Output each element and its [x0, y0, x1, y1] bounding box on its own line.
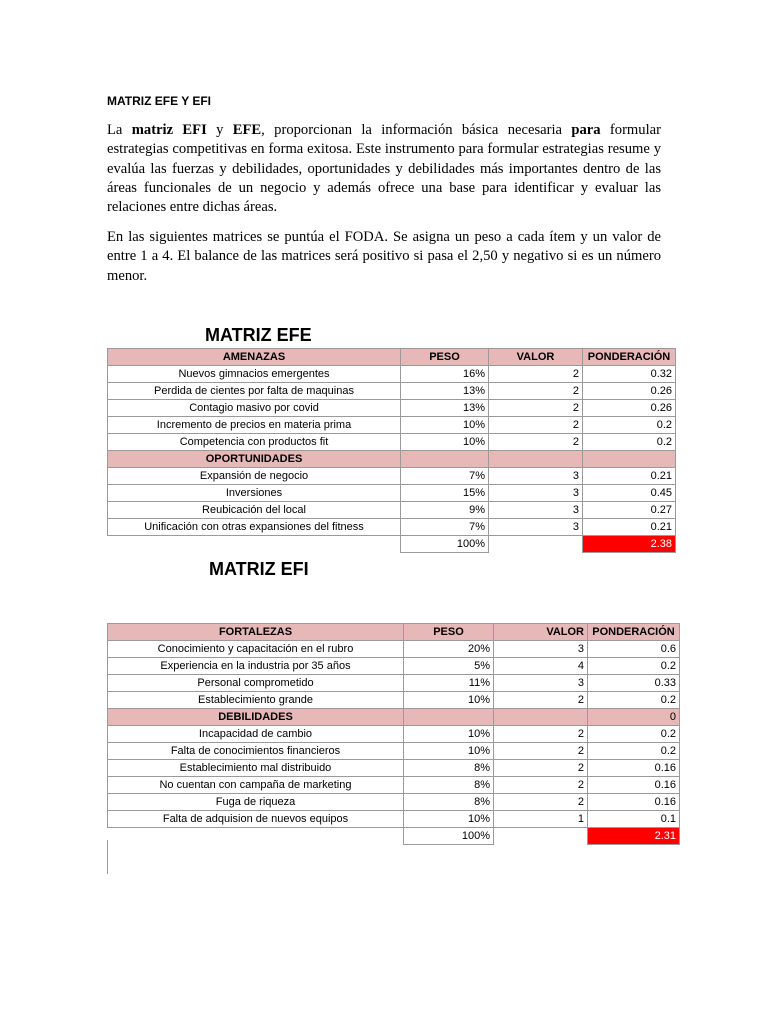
section-label: DEBILIDADES [108, 709, 404, 726]
total-spacer [494, 828, 588, 845]
valor-cell: 3 [494, 641, 588, 658]
ponderacion-cell: 0.26 [583, 383, 676, 400]
header-valor: VALOR [494, 624, 588, 641]
peso-cell: 10% [401, 434, 489, 451]
valor-cell: 4 [494, 658, 588, 675]
table-row [108, 468, 676, 485]
section-empty [489, 451, 583, 468]
total-peso: 100% [401, 536, 489, 553]
valor-cell: 2 [494, 794, 588, 811]
intro-paragraph-2: En las siguientes matrices se puntúa el FODA. Se asigna un peso a cada ítem y un valor de entre 1 a 4. El balance de las matrices será positivo si pasa el 2,50 y negativo si es un número menor. [107, 229, 661, 284]
efe-table [107, 348, 676, 553]
valor-cell: 2 [489, 434, 583, 451]
section-empty [401, 451, 489, 468]
section-row [108, 709, 680, 726]
peso-cell: 7% [401, 519, 489, 536]
table-row [108, 743, 680, 760]
table-row [108, 726, 680, 743]
factor-cell: Inversiones [108, 485, 401, 502]
ponderacion-cell: 0.32 [583, 366, 676, 383]
header-ponderacion: PONDERACIÓN [583, 349, 676, 366]
factor-cell: Fuga de riqueza [108, 794, 404, 811]
factor-cell: Incremento de precios en materia prima [108, 417, 401, 434]
efi-table [107, 623, 680, 845]
peso-cell: 11% [404, 675, 494, 692]
table-row [108, 366, 676, 383]
ponderacion-cell: 0.16 [588, 794, 680, 811]
factor-cell: Personal comprometido [108, 675, 404, 692]
page-heading: MATRIZ EFE Y EFI [107, 94, 212, 108]
section-empty [494, 709, 588, 726]
peso-cell: 5% [404, 658, 494, 675]
ponderacion-cell: 0.21 [583, 468, 676, 485]
factor-cell: Unificación con otras expansiones del fitness [108, 519, 401, 536]
factor-cell: Reubicación del local [108, 502, 401, 519]
valor-cell: 2 [494, 743, 588, 760]
ponderacion-cell: 0.27 [583, 502, 676, 519]
peso-cell: 10% [404, 726, 494, 743]
table-row [108, 502, 676, 519]
peso-cell: 15% [401, 485, 489, 502]
valor-cell: 2 [494, 692, 588, 709]
table-row [108, 485, 676, 502]
table-row [108, 434, 676, 451]
valor-cell: 2 [494, 726, 588, 743]
section-row [108, 451, 676, 468]
ponderacion-cell: 0.33 [588, 675, 680, 692]
efe-title: MATRIZ EFE [205, 325, 312, 345]
peso-cell: 13% [401, 400, 489, 417]
valor-cell: 2 [489, 366, 583, 383]
section-empty [404, 709, 494, 726]
peso-cell: 10% [404, 692, 494, 709]
ponderacion-cell: 0.16 [588, 760, 680, 777]
valor-cell: 2 [489, 417, 583, 434]
peso-cell: 9% [401, 502, 489, 519]
factor-cell: Falta de adquision de nuevos equipos [108, 811, 404, 828]
efi-left-border [107, 840, 108, 874]
header-factor: FORTALEZAS [108, 624, 404, 641]
header-peso: PESO [404, 624, 494, 641]
ponderacion-cell: 0.26 [583, 400, 676, 417]
table-row [108, 692, 680, 709]
factor-cell: Establecimiento mal distribuido [108, 760, 404, 777]
total-row [108, 828, 680, 845]
total-spacer [489, 536, 583, 553]
valor-cell: 1 [494, 811, 588, 828]
valor-cell: 3 [489, 485, 583, 502]
total-row [108, 536, 676, 553]
peso-cell: 10% [404, 811, 494, 828]
valor-cell: 3 [489, 502, 583, 519]
table-row [108, 811, 680, 828]
ponderacion-cell: 0.2 [588, 658, 680, 675]
valor-cell: 3 [489, 468, 583, 485]
factor-cell: Incapacidad de cambio [108, 726, 404, 743]
total-ponderacion: 2.31 [588, 828, 680, 845]
peso-cell: 20% [404, 641, 494, 658]
intro-paragraph-1: La matriz EFI y EFE, proporcionan la información básica necesaria para formular estrategias competitivas en forma exitosa. Este instrumento para formular estrategias resume y evalúa las fuerzas y debilidades, oportunidades y debilidades más importantes dentro de las áreas funcionales de un negocio y además ofrece una base para identificar y evaluar las relaciones entre dichas áreas. [107, 122, 661, 216]
valor-cell: 2 [489, 400, 583, 417]
factor-cell: Experiencia en la industria por 35 años [108, 658, 404, 675]
table-row [108, 658, 680, 675]
table-row [108, 641, 680, 658]
header-peso: PESO [401, 349, 489, 366]
valor-cell: 2 [494, 760, 588, 777]
table-row [108, 400, 676, 417]
efi-title: MATRIZ EFI [209, 559, 309, 579]
peso-cell: 8% [404, 777, 494, 794]
ponderacion-cell: 0.2 [583, 417, 676, 434]
factor-cell: Establecimiento grande [108, 692, 404, 709]
valor-cell: 3 [489, 519, 583, 536]
valor-cell: 2 [494, 777, 588, 794]
total-ponderacion: 2.38 [583, 536, 676, 553]
section-ponderacion [583, 451, 676, 468]
peso-cell: 13% [401, 383, 489, 400]
ponderacion-cell: 0.2 [588, 692, 680, 709]
table-row [108, 675, 680, 692]
total-spacer [108, 828, 404, 845]
valor-cell: 3 [494, 675, 588, 692]
valor-cell: 2 [489, 383, 583, 400]
ponderacion-cell: 0.1 [588, 811, 680, 828]
section-label: OPORTUNIDADES [108, 451, 401, 468]
factor-cell: Competencia con productos fit [108, 434, 401, 451]
total-peso: 100% [404, 828, 494, 845]
ponderacion-cell: 0.2 [583, 434, 676, 451]
factor-cell: Conocimiento y capacitación en el rubro [108, 641, 404, 658]
ponderacion-cell: 0.21 [583, 519, 676, 536]
peso-cell: 10% [401, 417, 489, 434]
ponderacion-cell: 0.6 [588, 641, 680, 658]
ponderacion-cell: 0.2 [588, 726, 680, 743]
peso-cell: 7% [401, 468, 489, 485]
peso-cell: 10% [404, 743, 494, 760]
peso-cell: 8% [404, 760, 494, 777]
section-ponderacion: 0 [588, 709, 680, 726]
header-factor: AMENAZAS [108, 349, 401, 366]
factor-cell: Perdida de cientes por falta de maquinas [108, 383, 401, 400]
ponderacion-cell: 0.2 [588, 743, 680, 760]
factor-cell: Falta de conocimientos financieros [108, 743, 404, 760]
factor-cell: Contagio masivo por covid [108, 400, 401, 417]
factor-cell: Expansión de negocio [108, 468, 401, 485]
peso-cell: 16% [401, 366, 489, 383]
table-row [108, 519, 676, 536]
peso-cell: 8% [404, 794, 494, 811]
table-row [108, 417, 676, 434]
table-row [108, 760, 680, 777]
header-row [108, 624, 680, 641]
ponderacion-cell: 0.45 [583, 485, 676, 502]
table-row [108, 383, 676, 400]
header-ponderacion: PONDERACIÓN [588, 624, 680, 641]
header-valor: VALOR [489, 349, 583, 366]
factor-cell: No cuentan con campaña de marketing [108, 777, 404, 794]
ponderacion-cell: 0.16 [588, 777, 680, 794]
table-row [108, 777, 680, 794]
header-row [108, 349, 676, 366]
total-spacer [108, 536, 401, 553]
factor-cell: Nuevos gimnacios emergentes [108, 366, 401, 383]
table-row [108, 794, 680, 811]
